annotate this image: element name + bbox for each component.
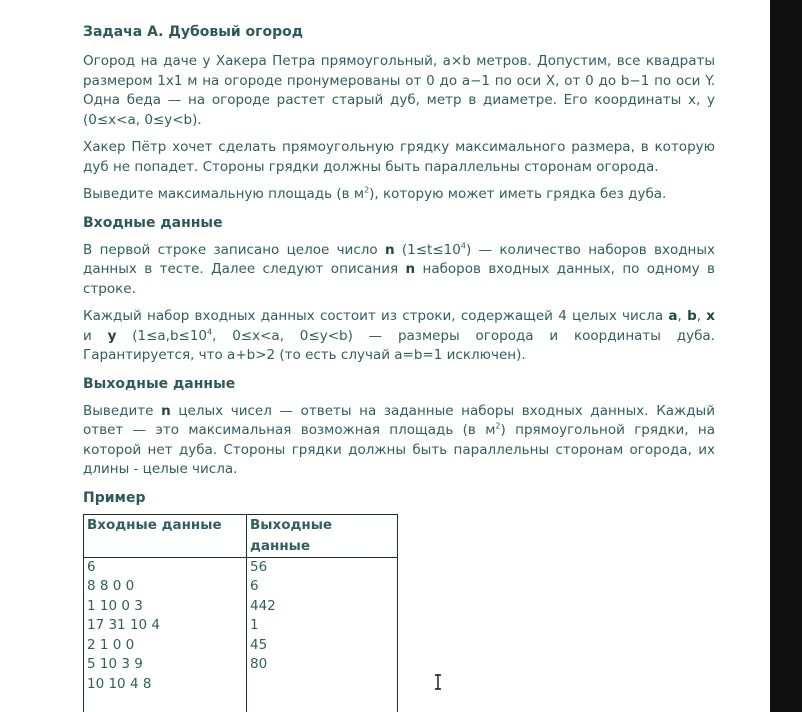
output-heading: Выходные данные: [83, 375, 236, 392]
input-line: 5 10 3 9: [87, 656, 143, 672]
variable-b: b: [687, 308, 697, 324]
text: (1≤a,b≤10: [116, 327, 208, 344]
input-line: 17 31 10 4: [87, 617, 160, 633]
input-line: 6: [87, 558, 96, 575]
superscript: 2: [364, 185, 370, 195]
text: Выведите: [83, 402, 162, 419]
example-output-cell: [247, 557, 398, 712]
text: Каждый набор входных данных состоит из строки, содержащей 4 целых числа: [83, 308, 669, 324]
example-output-header: Выходные данные: [247, 514, 398, 557]
output-line: 56: [250, 558, 268, 575]
text: наборов входных данных, по одному в строке.: [83, 261, 715, 297]
example-table: [83, 514, 398, 712]
input-paragraph-1: [83, 241, 715, 300]
input-heading: Входные данные: [83, 214, 223, 231]
window-edge: [770, 0, 802, 712]
problem-statement: [83, 22, 715, 712]
text: ,: [677, 308, 688, 324]
variable-y: y: [107, 327, 117, 344]
superscript: 2: [495, 421, 501, 431]
input-line: 8 8 0 0: [87, 578, 135, 594]
text: , 0≤x<a, 0≤y<b) — размеры огорода и координаты дуба. Гарантируется, что a+b>2 (то есть случай a=b=1 исключен).: [83, 327, 715, 363]
output-line: 80: [250, 656, 268, 672]
example-input-cell: [84, 557, 247, 712]
input-line: 10 10 4 8: [87, 675, 152, 692]
variable-x: x: [706, 308, 715, 324]
example-heading: Пример: [83, 489, 146, 506]
input-paragraph-2: [83, 307, 715, 366]
example-body-row: [84, 557, 398, 712]
superscript: 4: [207, 327, 213, 336]
input-line: 2 1 0 0: [87, 636, 135, 653]
legend-paragraph-3: [83, 185, 715, 205]
text: целых чисел — ответы на заданные наборы входных данных. Каждый ответ — это максимальная возможная площадь (в м: [83, 402, 715, 438]
text: ,: [696, 308, 707, 324]
output-line: 45: [250, 636, 268, 653]
legend-paragraph-2: Хакер Пётр хочет сделать прямоугольную грядку максимального размера, в которую дуб не попадет. Стороны грядки должны быть параллельны сторонам огорода.: [83, 139, 715, 175]
legend-paragraph-1: Огород на даче у Хакера Петра прямоугольный, a×b метров. Допустим, все квадраты размером 1x1 м на огороде пронумерованы от 0 до a−1 по оси X, от 0 до b−1 по оси Y. Одна беда — на огороде растет старый дуб, метр в диаметре. Его координаты x, y (0≤x<a, 0≤y<b).: [83, 53, 715, 128]
text: и: [83, 327, 108, 344]
legend-text: Выведите максимальную площадь (в м: [83, 186, 365, 202]
text: ) — количество наборов входных данных в тесте. Далее следуют описания: [83, 241, 716, 277]
output-line: 1: [250, 617, 259, 633]
example-header-row: [84, 514, 398, 557]
input-line: 1 10 0 3: [87, 597, 143, 614]
superscript: 4: [460, 241, 466, 250]
i-beam-cursor-icon: [432, 674, 444, 690]
variable-n: n: [405, 261, 416, 277]
example-input-header: Входные данные: [84, 514, 247, 557]
text: (1≤t≤10: [394, 241, 461, 258]
legend-text: ), которую может иметь грядка без дуба.: [369, 186, 667, 202]
problem-title: Задача A. Дубовый огород: [83, 24, 304, 40]
variable-n: n: [384, 241, 395, 258]
variable-n: n: [161, 402, 171, 419]
text: В первой строке записано целое число: [83, 241, 385, 258]
variable-a: a: [668, 308, 678, 324]
output-paragraph: [83, 402, 715, 480]
text: ) прямоугольной грядки, на которой нет дуба. Стороны грядки должны быть параллельны сторонам огорода, их длины - целые числа.: [83, 422, 715, 477]
output-line: 6: [250, 578, 259, 594]
output-line: 442: [250, 597, 276, 614]
